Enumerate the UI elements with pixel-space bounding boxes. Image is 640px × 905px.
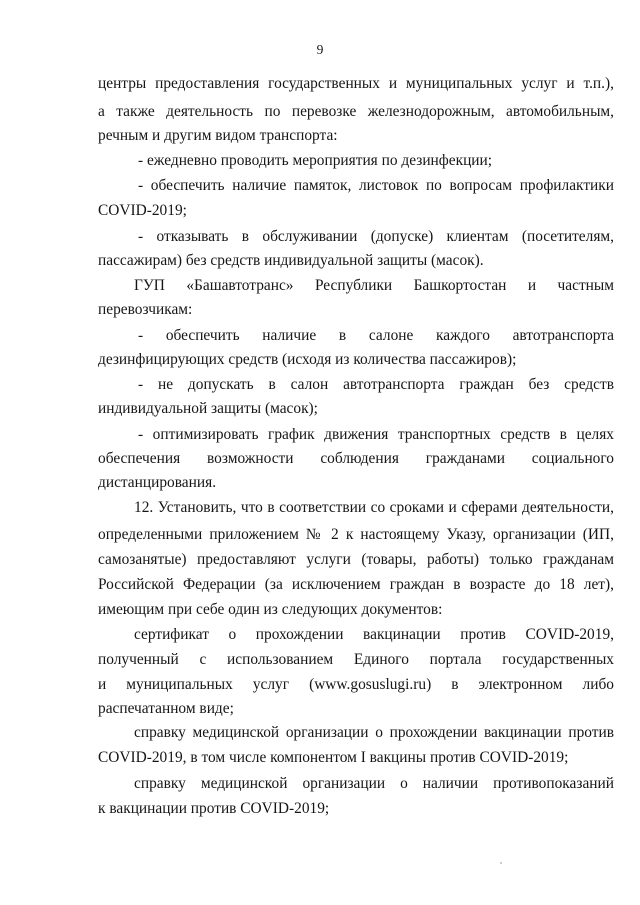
text-line: COVID-2019, в том числе компонентом I вакцины против COVID-2019; <box>98 749 569 766</box>
text-line: обеспечения возможности соблюдения гражданами социального <box>98 450 614 467</box>
text-line: полученный с использованием Единого портала государственных <box>98 651 614 668</box>
text-line: индивидуальной защиты (масок); <box>98 400 318 417</box>
text-line: речным и другим видом транспорта: <box>98 127 338 144</box>
text-line: 12. Установить, что в соответствии со сроками и сферами деятельности, <box>134 499 614 516</box>
text-line: ГУП «Башавтотранс» Республики Башкортостан и частным <box>134 277 614 294</box>
text-line: самозанятые) предоставляют услуги (товары, работы) только гражданам <box>98 551 614 568</box>
text-line: к вакцинации против COVID-2019; <box>98 800 330 817</box>
text-line: сертификат о прохождении вакцинации против COVID-2019, <box>134 626 614 643</box>
text-line: справку медицинской организации о прохождении вакцинации против <box>134 724 614 741</box>
text-line: определенными приложением № 2 к настоящему Указу, организации (ИП, <box>98 526 614 543</box>
page-number: 9 <box>316 42 324 57</box>
text-line: а также деятельность по перевозке железнодорожным, автомобильным, <box>98 103 614 120</box>
text-line: - оптимизировать график движения транспортных средств в целях <box>138 426 614 443</box>
text-line: COVID-2019; <box>98 202 187 219</box>
text-line: пассажирам) без средств индивидуальной защиты (масок). <box>98 252 484 269</box>
text-line: - отказывать в обслуживании (допуске) клиентам (посетителям, <box>138 228 614 245</box>
text-line: дистанцирования. <box>98 474 217 491</box>
text-line: - ежедневно проводить мероприятия по дезинфекции; <box>138 152 493 169</box>
text-line: Российской Федерации (за исключением граждан в возрасте до 18 лет), <box>98 576 614 593</box>
text-line: и муниципальных услуг (www.gosuslugi.ru) в электронном либо <box>98 676 614 693</box>
text-line: - обеспечить наличие в салоне каждого автотранспорта <box>138 327 614 344</box>
text-line: центры предоставления государственных и муниципальных услуг и т.п.), <box>98 75 614 92</box>
text-line: перевозчикам: <box>98 301 193 318</box>
text-line: имеющим при себе один из следующих документов: <box>98 601 443 618</box>
text-line: распечатанном виде; <box>98 700 234 717</box>
text-line: дезинфицирующих средств (исходя из количества пассажиров); <box>98 351 517 368</box>
text-line: справку медицинской организации о наличии противопоказаний <box>134 775 614 792</box>
scan-speck <box>500 862 502 864</box>
text-line: - не допускать в салон автотранспорта граждан без средств <box>138 376 614 393</box>
text-line: - обеспечить наличие памяток, листовок по вопросам профилактики <box>138 177 614 194</box>
